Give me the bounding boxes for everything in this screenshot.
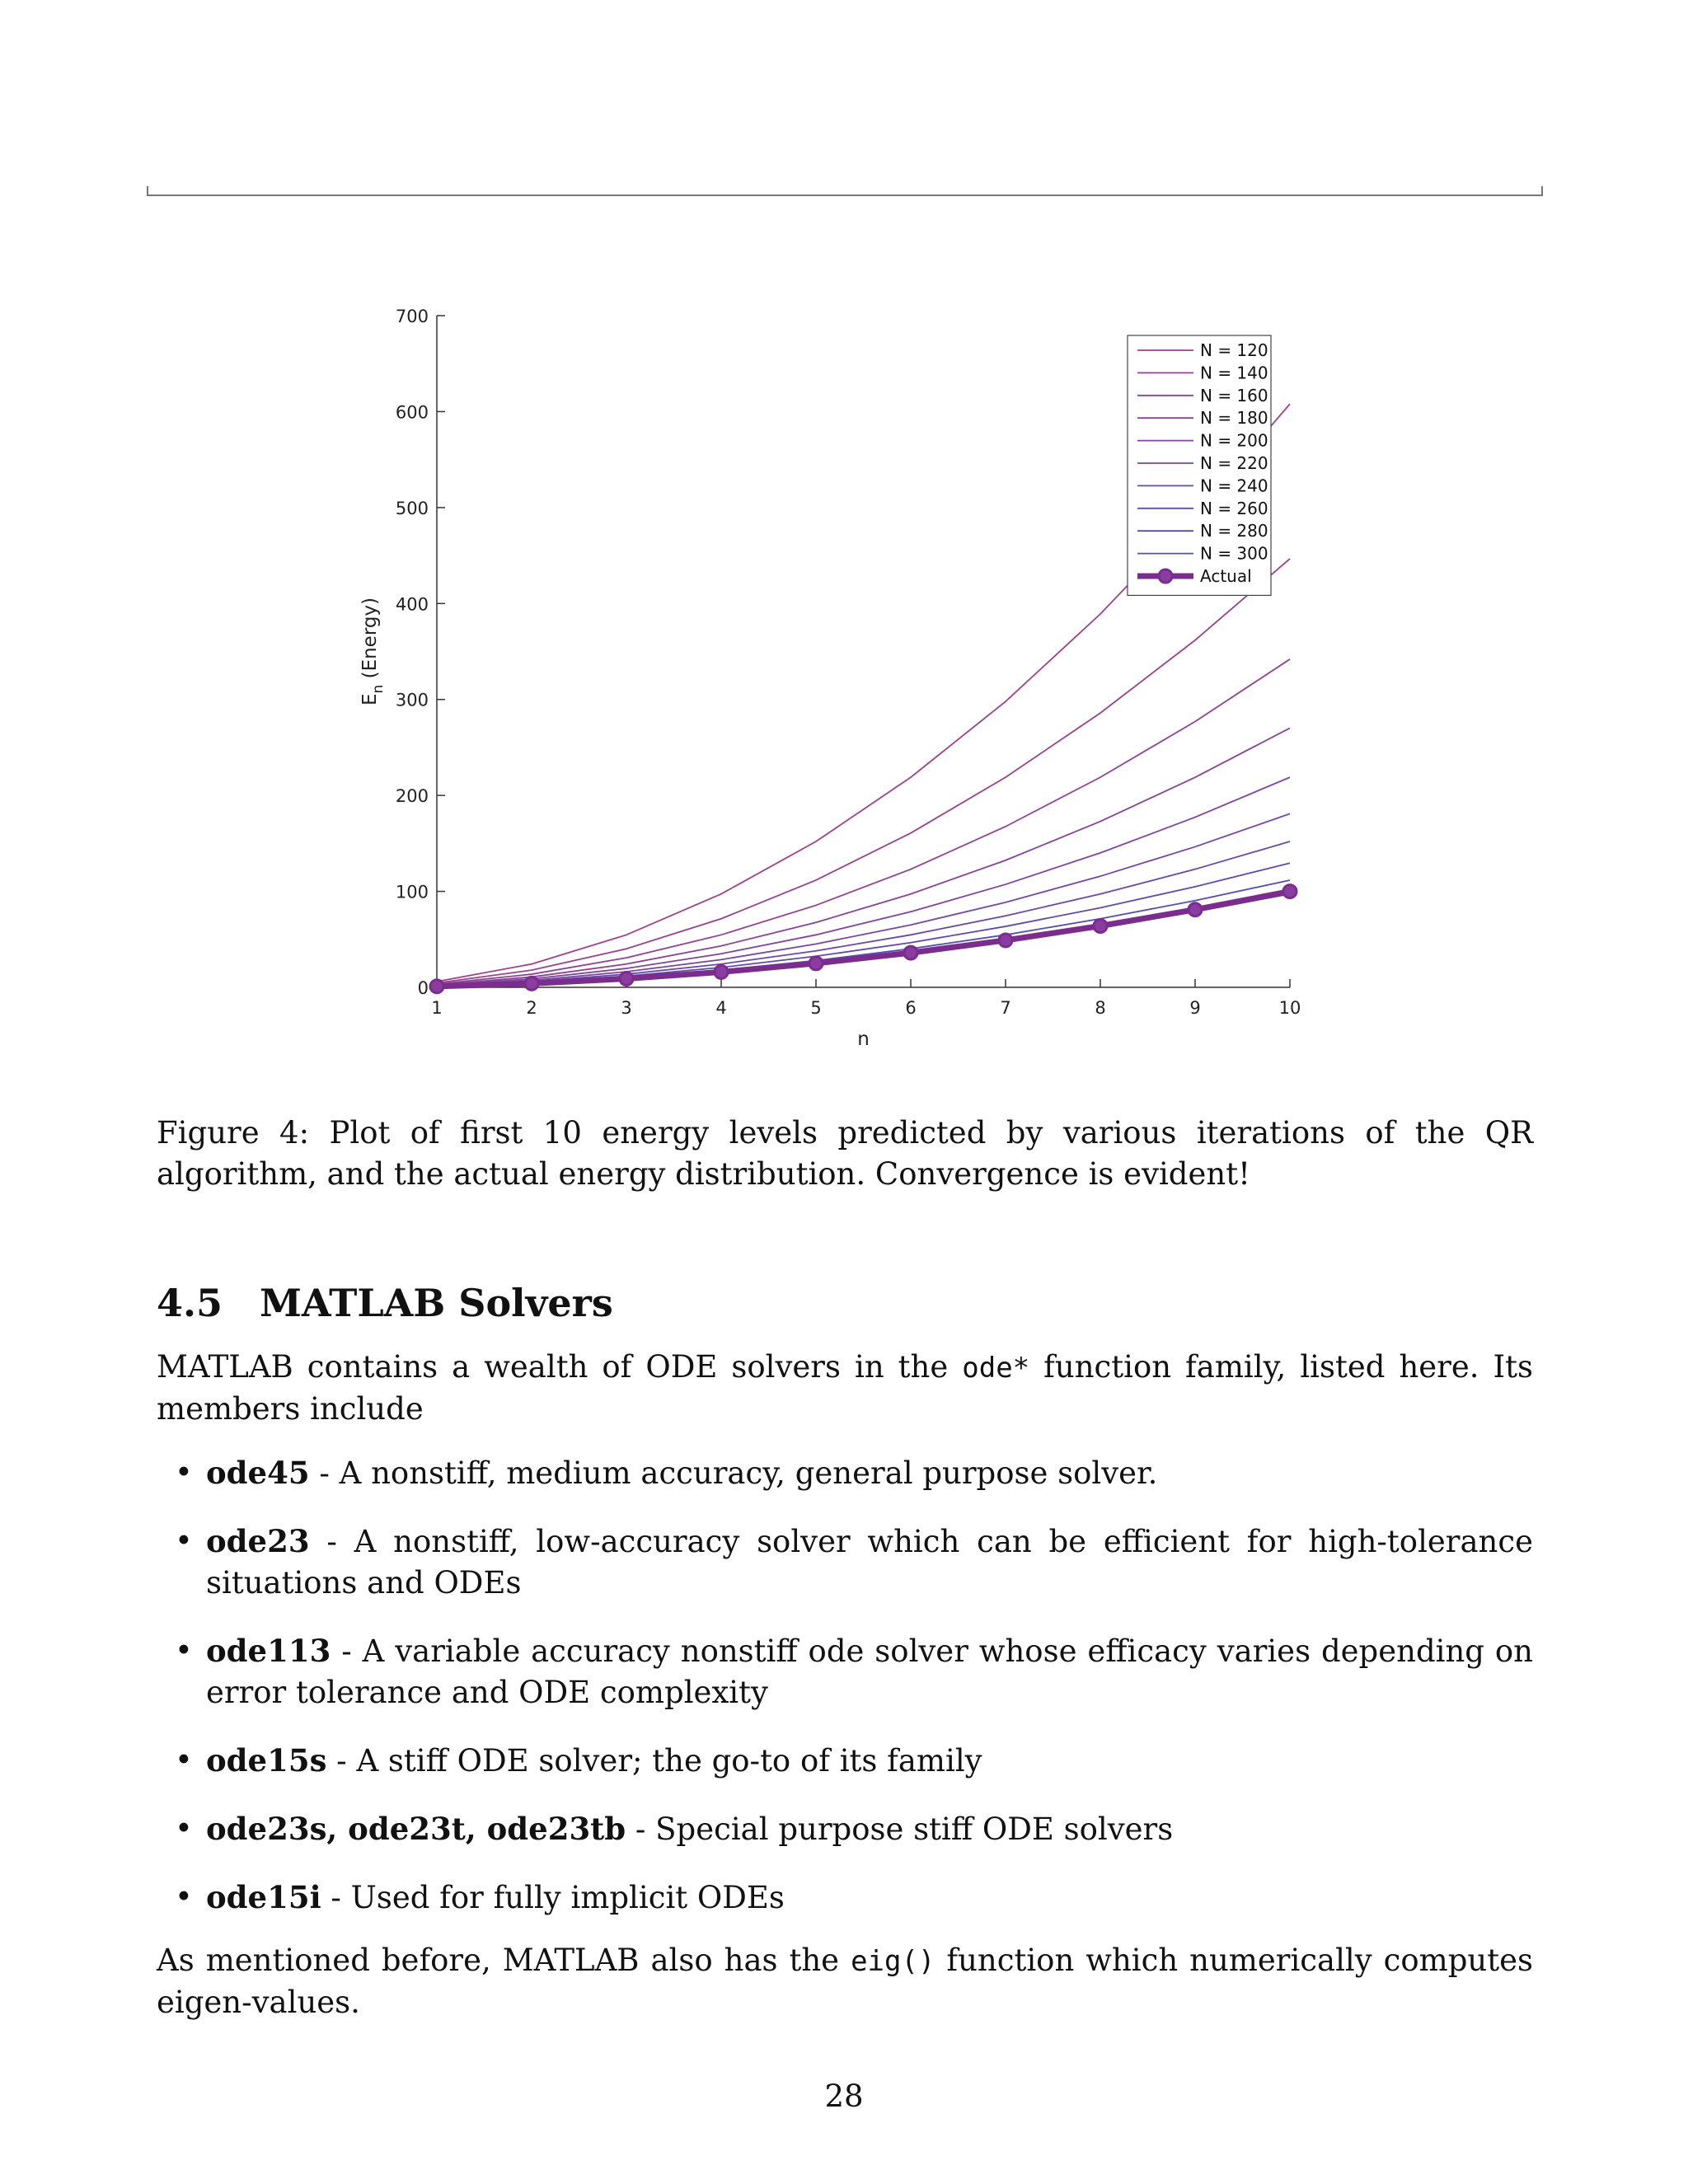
actual-marker [904, 946, 917, 959]
legend-label: N = 140 [1200, 363, 1268, 383]
y-tick-label: 500 [395, 498, 429, 518]
solver-name: ode15s [206, 1742, 327, 1779]
intro-text-before: MATLAB contains a wealth of ODE solvers in the [157, 1349, 963, 1385]
y-tick-label: 300 [395, 690, 429, 710]
solver-name: ode23 [206, 1523, 310, 1559]
intro-paragraph [157, 1347, 1533, 1430]
actual-marker [525, 977, 538, 990]
legend-label: N = 240 [1200, 476, 1268, 496]
y-tick-label: 600 [395, 402, 429, 423]
x-tick-label: 5 [810, 998, 822, 1018]
x-tick-label: 1 [431, 998, 443, 1018]
actual-marker [620, 972, 633, 986]
legend-marker [1159, 569, 1172, 583]
legend-label: N = 120 [1200, 340, 1268, 360]
intro-text-after: function family, listed here. Its members include [157, 1349, 1533, 1427]
solver-name: ode15i [206, 1879, 321, 1915]
legend-label: N = 200 [1200, 430, 1268, 451]
solver-name: ode113 [206, 1633, 331, 1669]
legend-label: N = 160 [1200, 385, 1268, 405]
solver-desc: - A variable accuracy nonstiff ode solver whose efficacy varies depending on error tolerance and ODE complexity [206, 1633, 1533, 1710]
actual-marker [715, 965, 728, 978]
solver-name: ode23s, ode23t, ode23tb [206, 1811, 626, 1847]
energy-levels-chart [0, 0, 1688, 1088]
section-heading [157, 1281, 613, 1325]
solver-name: ode45 [206, 1455, 310, 1491]
x-axis-label: n [857, 1029, 870, 1050]
outro-code: eig() [851, 1945, 935, 1978]
solver-desc: - A nonstiff, medium accuracy, general purpose solver. [309, 1455, 1158, 1491]
actual-marker [1094, 919, 1107, 932]
x-tick-label: 10 [1278, 998, 1301, 1018]
list-item: • ode15s - A stiff ODE solver; the go-to of its family [175, 1742, 982, 1779]
x-tick-label: 8 [1095, 998, 1106, 1018]
x-tick-label: 3 [621, 998, 632, 1018]
solver-desc: - Used for fully implicit ODEs [321, 1880, 785, 1915]
series-line [437, 863, 1290, 986]
series-line [437, 880, 1290, 987]
list-item: • ode23 - A nonstiff, low-accuracy solver which can be efficient for high-tolerance situations and ODEs [175, 1523, 1533, 1601]
x-tick-label: 6 [905, 998, 917, 1018]
y-tick-label: 200 [395, 786, 429, 807]
actual-marker [1283, 885, 1296, 898]
legend-label: N = 180 [1200, 408, 1268, 429]
actual-marker [430, 980, 443, 993]
section-number: 4.5 [157, 1281, 223, 1325]
x-tick-label: 7 [1000, 998, 1011, 1018]
figure-caption: Figure 4: Plot of first 10 energy levels predicted by various iterations of the QR algorithm, and the actual energy distribution. Convergence is evident! [157, 1115, 1533, 1192]
legend-label: Actual [1200, 566, 1252, 586]
outro-paragraph [157, 1940, 1533, 2023]
legend-label: N = 260 [1200, 498, 1268, 518]
series-line [437, 659, 1290, 984]
solver-desc: - Special purpose stiff ODE solvers [626, 1811, 1174, 1847]
page-number: 28 [824, 2079, 864, 2114]
list-item: • ode23s, ode23t, ode23tb - Special purpose stiff ODE solvers [175, 1811, 1174, 1847]
y-axis-label: $E_n$ (Energy) [359, 597, 387, 706]
y-tick-label: 700 [395, 307, 429, 326]
actual-marker [809, 957, 823, 970]
list-item: • ode113 - A variable accuracy nonstiff ode solver whose efficacy varies depending on error tolerance and ODE complexity [175, 1633, 1533, 1710]
x-tick-label: 9 [1189, 998, 1201, 1018]
y-tick-label: 400 [395, 594, 429, 615]
actual-marker [999, 934, 1012, 947]
list-item: • ode15i - Used for fully implicit ODEs [175, 1879, 785, 1915]
outro-text-before: As mentioned before, MATLAB also has the [157, 1943, 851, 1978]
list-item: • ode45 - A nonstiff, medium accuracy, general purpose solver. [175, 1455, 1158, 1491]
intro-code: ode* [962, 1352, 1030, 1385]
legend-label: N = 300 [1200, 543, 1268, 564]
section-title: MATLAB Solvers [260, 1281, 613, 1325]
solver-desc: - A nonstiff, low-accuracy solver which can be efficient for high-tolerance situations and ODEs [206, 1524, 1533, 1601]
solver-list [175, 1452, 1533, 1945]
y-tick-label: 0 [417, 978, 429, 998]
x-tick-label: 2 [526, 998, 537, 1018]
x-tick-label: 4 [715, 998, 727, 1018]
outro-text-after: function which numerically computes eigen-values. [157, 1943, 1533, 2020]
solver-desc: - A stiff ODE solver; the go-to of its family [326, 1743, 982, 1779]
legend-label: N = 220 [1200, 453, 1268, 473]
series-line [437, 559, 1290, 983]
legend-label: N = 280 [1200, 521, 1268, 541]
y-tick-label: 100 [395, 882, 429, 902]
actual-marker [1189, 903, 1202, 916]
